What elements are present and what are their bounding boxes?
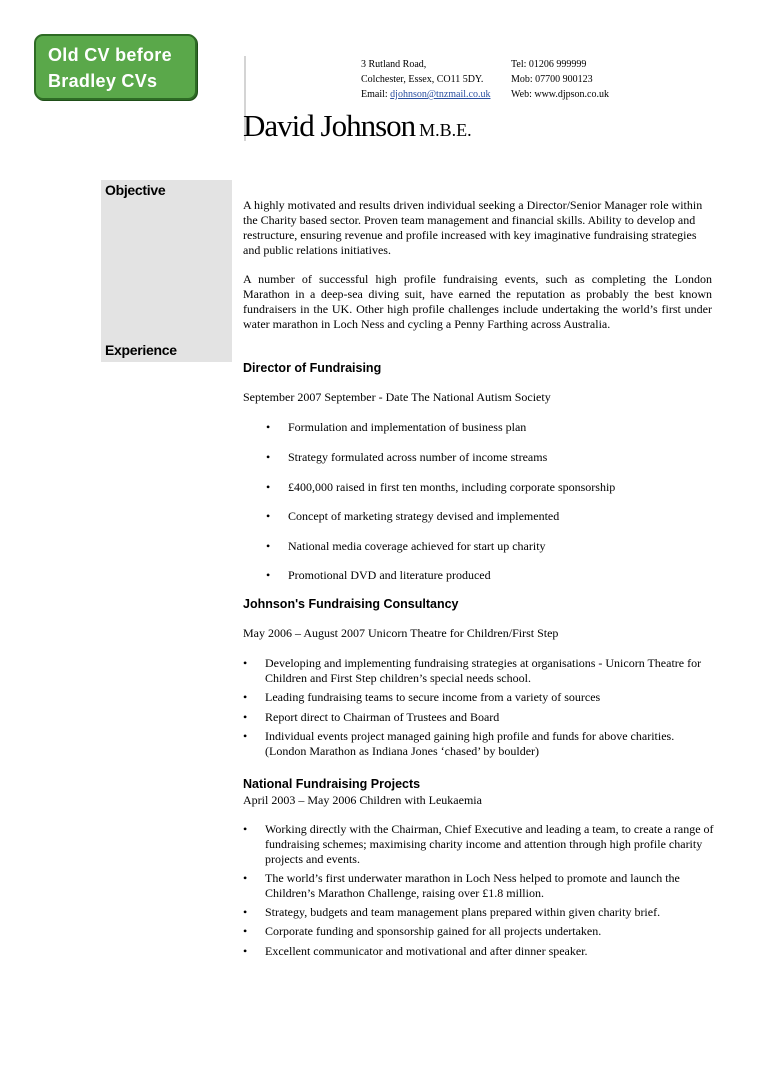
objective-paragraph-1: A highly motivated and results driven individual seeking a Director/Senior Manager role within the Charity based sector. Proven team management and financial skills. Ability to develop and restructure, ensuring revenue and profile increased with key imaginative fundraising strategies and public relations initiatives. bbox=[243, 198, 703, 257]
job-title-3: National Fundraising Projects bbox=[243, 777, 421, 791]
email-link[interactable]: djohnson@tnzmail.co.uk bbox=[390, 89, 491, 100]
experience-heading: Experience bbox=[105, 342, 177, 358]
bullet-marker: • bbox=[243, 710, 248, 724]
mob-line: Mob: 07700 900123 bbox=[511, 74, 593, 85]
bullet-marker: • bbox=[243, 905, 248, 919]
job2-bullet-1: Developing and implementing fundraising strategies at organisations - Unicorn Theatre for Children and First Step children’s special needs school. bbox=[265, 656, 702, 685]
job3-bullet-5: Excellent communicator and motivational and after dinner speaker. bbox=[265, 944, 588, 958]
bullet-marker: • bbox=[266, 568, 271, 582]
badge-line-1: Old CV before bbox=[48, 45, 172, 65]
job2-bullet-2: Leading fundraising teams to secure income from a variety of sources bbox=[265, 690, 601, 704]
job-period-3: April 2003 – May 2006 Children with Leukaemia bbox=[243, 793, 482, 807]
objective-paragraph-2: A number of successful high profile fundraising events, such as completing the London Marathon in a deep-sea diving suit, have earned the reputation as probably the best known fundraisers in the UK. Other high profile challenges include undertaking the world’s first under water marathon in Loch Ness and cycling a Penny Farthing across Australia. bbox=[243, 272, 712, 331]
job1-bullet-4: Concept of marketing strategy devised and implemented bbox=[288, 509, 560, 523]
job-title-1: Director of Fundraising bbox=[243, 361, 382, 375]
job3-bullet-4: Corporate funding and sponsorship gained for all projects undertaken. bbox=[265, 924, 602, 938]
email-label: Email: bbox=[361, 89, 388, 100]
job2-bullet-3: Report direct to Chairman of Trustees and Board bbox=[265, 710, 500, 724]
objective-heading: Objective bbox=[105, 182, 166, 198]
bullet-marker: • bbox=[266, 539, 271, 553]
address-line-1: 3 Rutland Road, bbox=[361, 59, 427, 70]
candidate-name bbox=[243, 108, 472, 144]
badge-line-2: Bradley CVs bbox=[48, 71, 158, 91]
job-period-2: May 2006 – August 2007 Unicorn Theatre for Children/First Step bbox=[243, 626, 559, 640]
bullet-marker: • bbox=[243, 944, 248, 958]
bullet-marker: • bbox=[266, 420, 271, 434]
web-line: Web: www.djpson.co.uk bbox=[511, 89, 609, 100]
bullet-marker: • bbox=[243, 690, 248, 704]
job1-bullet-6: Promotional DVD and literature produced bbox=[288, 568, 491, 582]
job3-bullet-1: Working directly with the Chairman, Chief Executive and leading a team, to create a range of fundraising schemes; maximising charity income and attention through high profile charity projects and events. bbox=[265, 822, 714, 866]
job-period-1: September 2007 September - Date The National Autism Society bbox=[243, 390, 551, 404]
bullet-marker: • bbox=[266, 450, 271, 464]
bullet-marker: • bbox=[266, 480, 271, 494]
email-line bbox=[361, 87, 490, 102]
bullet-marker: • bbox=[243, 924, 248, 938]
old-cv-badge bbox=[34, 34, 197, 100]
name-suffix: M.B.E. bbox=[419, 120, 472, 140]
name-main: David Johnson bbox=[243, 108, 416, 143]
job1-bullet-3: £400,000 raised in first ten months, including corporate sponsorship bbox=[288, 480, 616, 494]
address-line-2: Colchester, Essex, CO11 5DY. bbox=[361, 74, 484, 85]
tel-line: Tel: 01206 999999 bbox=[511, 59, 587, 70]
job-title-2: Johnson's Fundraising Consultancy bbox=[243, 597, 459, 611]
bullet-marker: • bbox=[243, 822, 248, 836]
job1-bullet-1: Formulation and implementation of business plan bbox=[288, 420, 527, 434]
section-sidebar bbox=[101, 180, 232, 362]
job1-bullet-5: National media coverage achieved for start up charity bbox=[288, 539, 546, 553]
bullet-marker: • bbox=[243, 656, 248, 670]
bullet-marker: • bbox=[266, 509, 271, 523]
bullet-marker: • bbox=[243, 729, 248, 743]
job3-bullet-3: Strategy, budgets and team management plans prepared within given charity brief. bbox=[265, 905, 661, 919]
contact-address-block bbox=[361, 57, 490, 102]
bullet-marker: • bbox=[243, 871, 248, 885]
job1-bullet-2: Strategy formulated across number of income streams bbox=[288, 450, 548, 464]
job3-bullet-2: The world’s first underwater marathon in Loch Ness helped to promote and launch the Children’s Marathon Challenge, raising over £1.8 million. bbox=[265, 871, 680, 900]
contact-phone-block bbox=[511, 57, 609, 102]
job2-bullet-4: Individual events project managed gaining high profile and funds for above charities. (London Marathon as Indiana Jones ‘chased’ by boulder) bbox=[265, 729, 675, 758]
